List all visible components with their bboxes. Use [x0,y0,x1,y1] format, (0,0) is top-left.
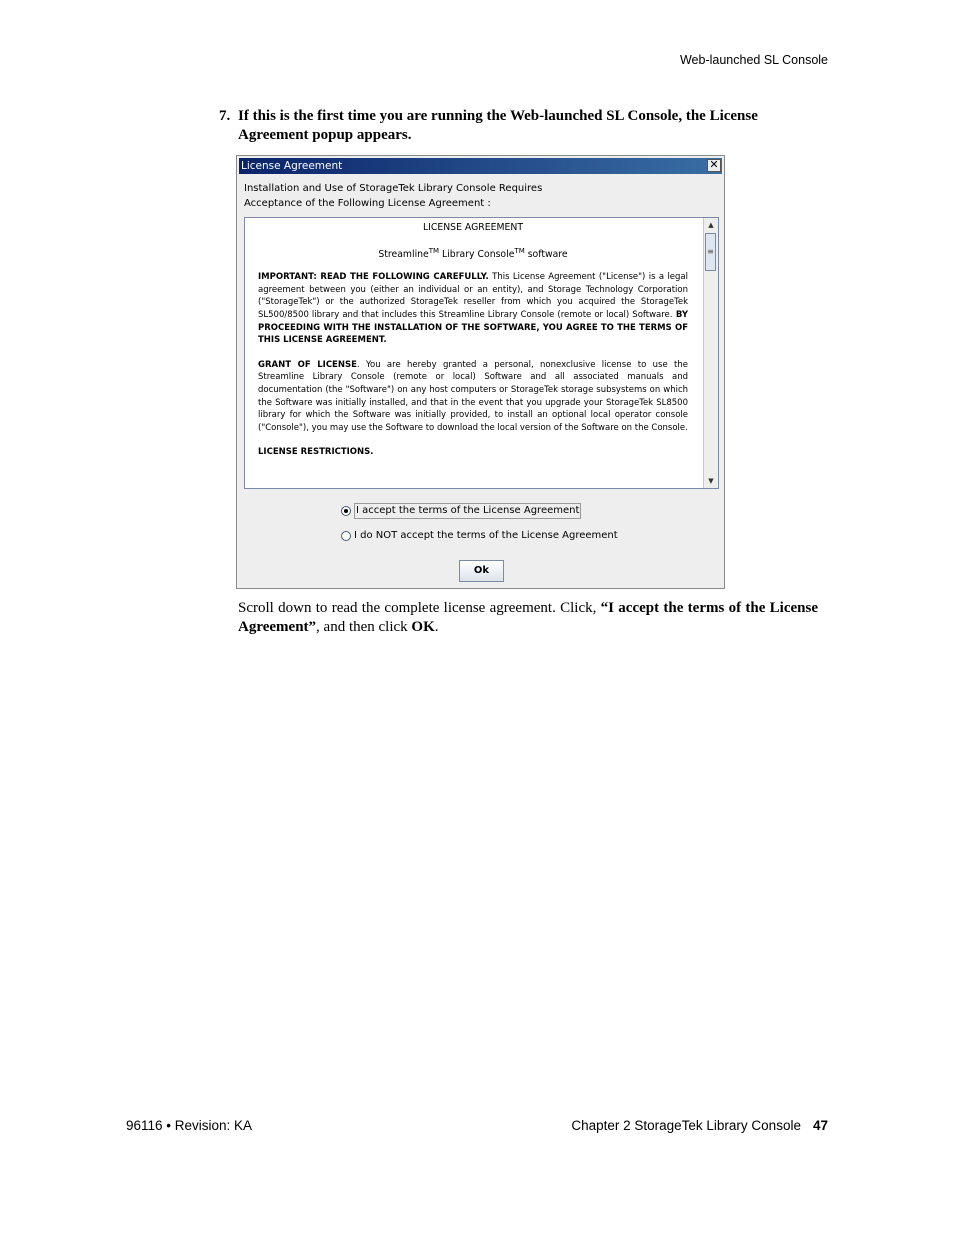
product-suffix: software [524,248,568,260]
decline-radio-option[interactable] [341,529,618,543]
body-bold-1: “I accept the terms of the License Agreement” [238,600,818,635]
restrictions-label: LICENSE RESTRICTIONS. [258,447,374,458]
important-paragraph [258,271,688,347]
license-product-line [258,245,688,262]
tm-mark: TM [428,246,440,255]
decline-radio-label[interactable]: I do NOT accept the terms of the License Agreement [354,530,618,541]
restrictions-paragraph [258,446,688,459]
grant-body: . You are hereby granted a personal, nonexclusive license to use the Streamline Library Console (remote or local) Software and all associated manuals and documentation (the "Software") on any host computers or StorageTek storage subsystems on which the Software was initially installed, and that in the event that you upgrade your StorageTek SL8500 library for which the Software was initially provided, to install an optional local operator console ("Console"), you may use the Software to download the local version of the Software on the Console. [258,359,688,433]
scroll-down-icon[interactable]: ▼ [704,474,718,488]
dialog-titlebar[interactable] [239,158,722,174]
ok-button[interactable]: Ok [459,560,504,582]
grant-paragraph [258,359,688,435]
grant-label: GRANT OF LICENSE [258,359,357,370]
body-part-1: Scroll down to read the complete license agreement. Click, [238,600,601,616]
accept-radio-option[interactable] [341,503,581,519]
important-label: IMPORTANT: READ THE FOLLOWING CAREFULLY. [258,272,489,283]
important-body: This License Agreement ("License") is a legal agreement between you (either an individual or an entity), and Storage Technology Corporation ("StorageTek") or the authorized StorageTek reseller from which you acquired the StorageTek SL500/8500 library and that includes this Streamline Library Console (remote or local) Software. [258,272,689,321]
body-part-3: . [434,619,439,635]
important-tail: BY PROCEEDING WITH THE INSTALLATION OF THE SOFTWARE, YOU AGREE TO THE TERMS OF THIS LICENSE AGREEMENT. [258,310,688,346]
license-dialog [236,155,725,589]
intro-line-1: Installation and Use of StorageTek Library Console Requires [244,183,543,194]
dialog-title: License Agreement [241,160,343,172]
tm-mark: TM [514,246,525,255]
step-text: If this is the first time you are running the Web-launched SL Console, the License Agreement popup appears. [238,108,758,143]
product-name: Streamline [378,248,429,260]
step-number: 7. [219,108,231,124]
instruction-paragraph [238,599,818,637]
page-number: 47 [812,1118,828,1133]
close-icon[interactable]: ✕ [707,159,721,172]
license-scrollbar[interactable] [703,218,718,488]
running-header: Web-launched SL Console [679,53,828,67]
license-heading: LICENSE AGREEMENT [422,222,524,233]
accept-radio-label[interactable]: I accept the terms of the License Agreement [354,503,581,519]
body-bold-2: OK [411,619,435,635]
scroll-thumb[interactable]: ≡ [705,233,716,271]
product-mid: Library Console [439,248,515,260]
step-instruction [219,107,819,145]
radio-unchecked-icon[interactable] [341,531,351,541]
footer-doc-id: 96116 • Revision: KA [126,1118,253,1133]
license-content [258,222,688,471]
radio-checked-icon[interactable] [341,506,351,516]
footer-chapter-title: Chapter 2 StorageTek Library Console [571,1118,801,1133]
dialog-intro [244,181,542,211]
intro-line-2: Acceptance of the Following License Agreement : [244,198,491,209]
body-part-2: , and then click [316,619,412,635]
license-text-pane[interactable] [244,217,719,489]
scroll-up-icon[interactable]: ▲ [704,218,718,232]
footer-chapter [571,1118,828,1133]
